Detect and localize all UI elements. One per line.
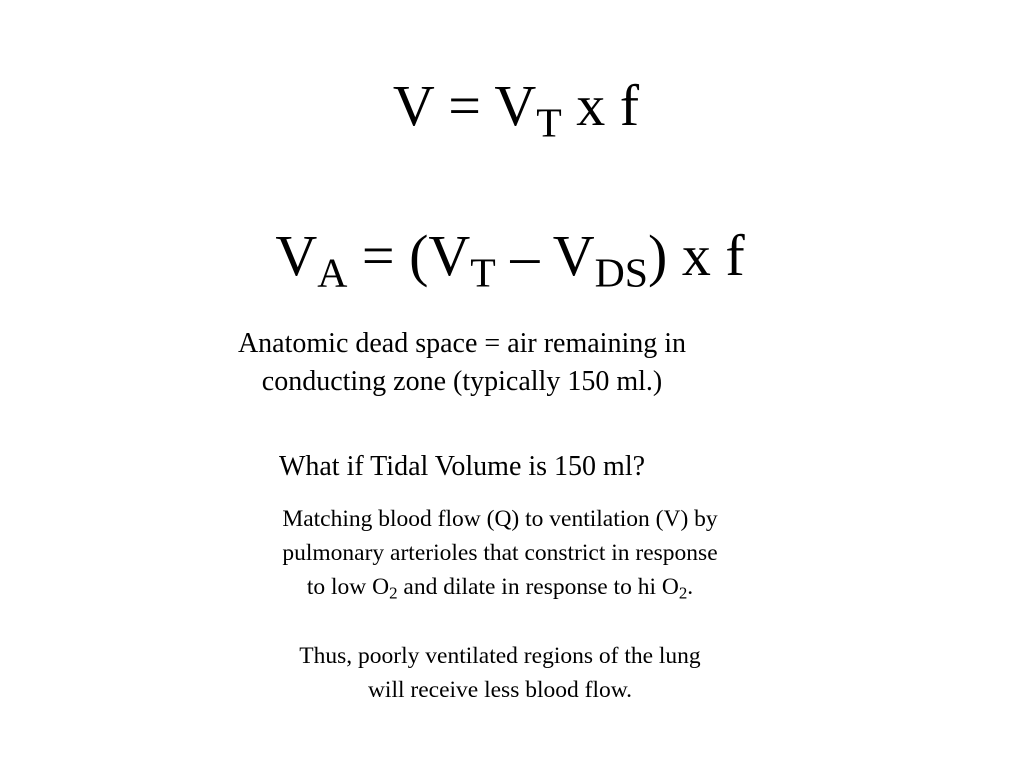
eq2-part-2: = (V [347,223,471,288]
dead-space-definition [0,325,974,401]
eq2-part-3: – V [495,223,595,288]
eq2-part-4: ) x f [648,223,745,288]
blood-flow-matching-text [0,502,1012,604]
o2-subscript-1: 2 [389,583,398,603]
conclusion-text [0,639,1012,707]
dead-space-line-2: conducting zone (typically 150 ml.) [261,366,663,397]
o2-subscript-2: 2 [678,583,688,603]
tidal-volume-question: What if Tidal Volume is 150 ml? [278,451,646,482]
eq1-subscript-t: T [536,100,562,147]
alveolar-ventilation-equation [0,218,1022,297]
eq2-subscript-ds: DS [594,250,649,297]
minute-ventilation-equation [4,68,1024,147]
matching-line-1: Matching blood flow (Q) to ventilation (V) by [282,506,718,532]
matching-line-2: pulmonary arterioles that constrict in response [282,540,718,566]
conclusion-line-2: will receive less blood flow. [367,677,633,703]
conclusion-line-1: Thus, poorly ventilated regions of the lung [299,643,701,669]
eq2-subscript-t: T [470,250,496,297]
matching-line-3-c: . [687,574,694,600]
matching-line-3-a: to low O [306,574,390,600]
dead-space-line-1: Anatomic dead space = air remaining in [237,328,687,359]
matching-line-3-b: and dilate in response to hi O [397,574,679,600]
eq2-part-1: V [275,223,318,288]
eq1-rhs: x f [561,73,640,138]
eq2-subscript-a: A [317,250,348,297]
matching-line-3 [0,570,1012,604]
eq1-lhs: V = V [392,73,537,138]
